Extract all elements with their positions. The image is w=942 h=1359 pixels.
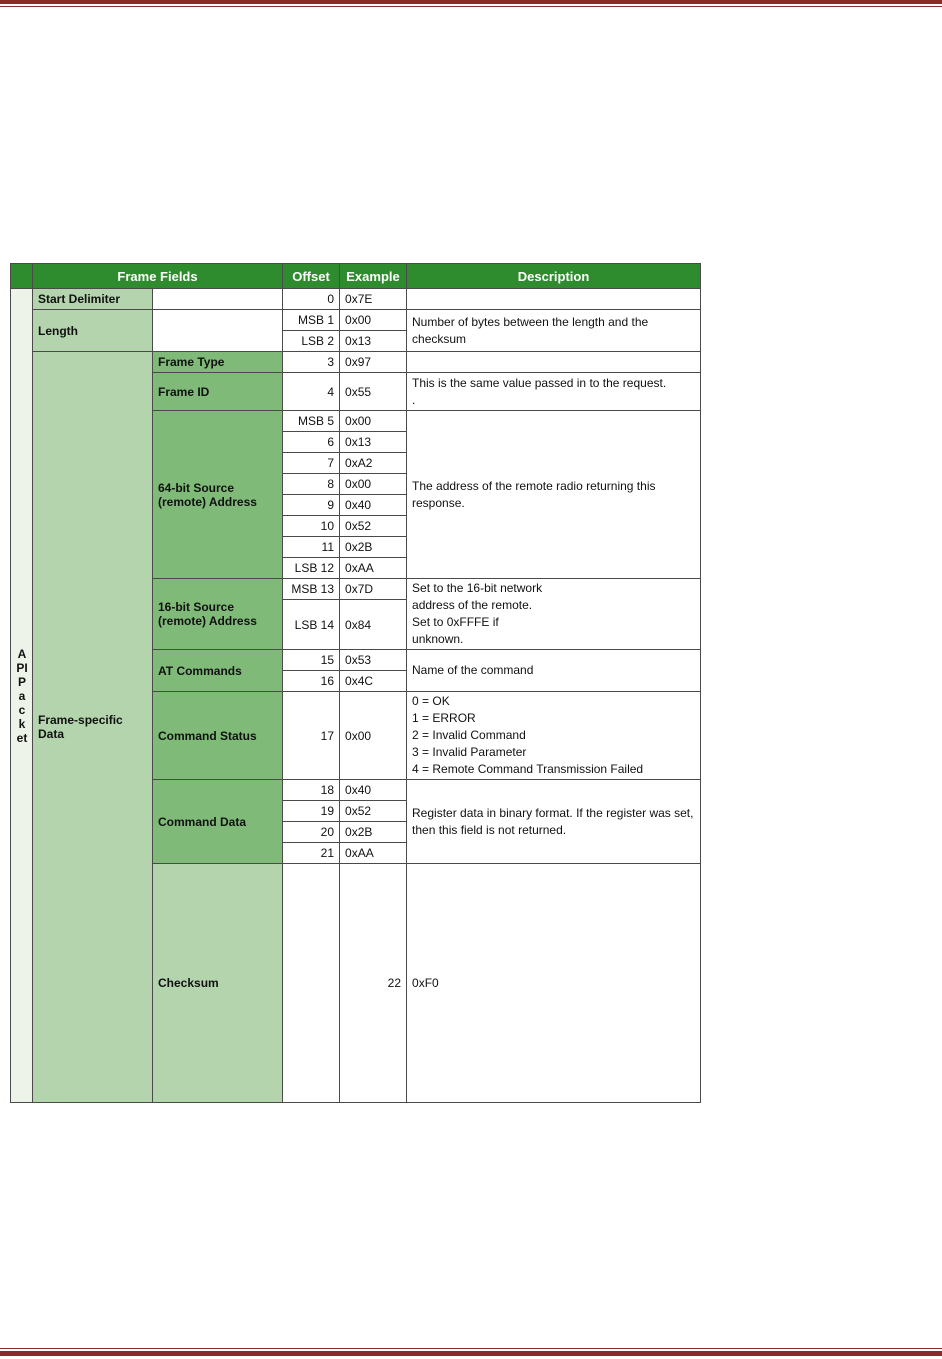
description-cell bbox=[407, 579, 701, 650]
offset-cell: MSB 1 bbox=[283, 310, 340, 331]
description-line: 2 = Invalid Command bbox=[412, 728, 526, 742]
example-cell: 0x40 bbox=[340, 780, 407, 801]
example-cell: 0xAA bbox=[340, 558, 407, 579]
example-cell: 0x52 bbox=[340, 516, 407, 537]
example-cell: 0x53 bbox=[340, 650, 407, 671]
subfield-command-status: Command Status bbox=[153, 692, 283, 780]
subfield-64bit-source-address: 64-bit Source (remote) Address bbox=[153, 411, 283, 579]
header-corner-cell bbox=[11, 264, 33, 289]
offset-cell: 8 bbox=[283, 474, 340, 495]
description-line: 4 = Remote Command Transmission Failed bbox=[412, 762, 644, 776]
example-cell: 0xAA bbox=[340, 843, 407, 864]
description-line: 0 = OK bbox=[412, 694, 450, 708]
example-cell: 0x52 bbox=[340, 801, 407, 822]
description-line: . bbox=[412, 392, 416, 407]
example-cell: 0x97 bbox=[340, 352, 407, 373]
description-cell: The address of the remote radio returning this response. bbox=[407, 411, 701, 579]
description-line: This is the same value passed in to the request. bbox=[412, 375, 667, 390]
description-cell bbox=[407, 352, 701, 373]
subfield-command-data: Command Data bbox=[153, 780, 283, 864]
description-cell bbox=[407, 373, 701, 411]
header-rule-thick bbox=[0, 0, 942, 4]
offset-cell: LSB 2 bbox=[283, 331, 340, 352]
table-row bbox=[11, 289, 701, 310]
example-cell: 0x2B bbox=[340, 537, 407, 558]
header-frame-fields: Frame Fields bbox=[33, 264, 283, 289]
example-cell: 0x7E bbox=[340, 289, 407, 310]
table-row bbox=[11, 352, 701, 373]
header-rule-thin bbox=[0, 6, 942, 7]
description-line: address of the remote. bbox=[412, 598, 533, 612]
offset-cell: 4 bbox=[283, 373, 340, 411]
example-cell: 0x55 bbox=[340, 373, 407, 411]
table-row bbox=[11, 310, 701, 331]
example-cell: 0x40 bbox=[340, 495, 407, 516]
offset-cell: 11 bbox=[283, 537, 340, 558]
header-description: Description bbox=[407, 264, 701, 289]
offset-cell: 15 bbox=[283, 650, 340, 671]
description-cell: Number of bytes between the length and the checksum bbox=[407, 310, 701, 352]
offset-cell: LSB 12 bbox=[283, 558, 340, 579]
offset-cell: MSB 13 bbox=[283, 579, 340, 600]
field-checksum: Checksum bbox=[153, 864, 283, 1103]
offset-cell: 6 bbox=[283, 432, 340, 453]
description-line: 3 = Invalid Parameter bbox=[412, 745, 527, 759]
api-frame-table bbox=[10, 263, 701, 1103]
example-cell: 0x00 bbox=[340, 474, 407, 495]
example-cell: 0xF0 bbox=[407, 864, 701, 1103]
example-cell: 0x00 bbox=[340, 310, 407, 331]
offset-cell: 10 bbox=[283, 516, 340, 537]
offset-cell: 17 bbox=[283, 692, 340, 780]
example-cell: 0x4C bbox=[340, 671, 407, 692]
description-line: Set to 0xFFFE if bbox=[412, 615, 499, 629]
description-line: 1 = ERROR bbox=[412, 711, 476, 725]
example-cell: 0x13 bbox=[340, 331, 407, 352]
offset-cell: 7 bbox=[283, 453, 340, 474]
example-cell: 0xA2 bbox=[340, 453, 407, 474]
example-cell: 0x2B bbox=[340, 822, 407, 843]
example-cell: 0x13 bbox=[340, 432, 407, 453]
offset-cell: 21 bbox=[283, 843, 340, 864]
example-cell: 0x00 bbox=[340, 692, 407, 780]
header-offset: Offset bbox=[283, 264, 340, 289]
empty-subfield-cell bbox=[153, 289, 283, 310]
offset-cell: 0 bbox=[283, 289, 340, 310]
offset-cell: 19 bbox=[283, 801, 340, 822]
api-packet-label-cell bbox=[11, 289, 33, 1103]
example-cell: 0x7D bbox=[340, 579, 407, 600]
offset-cell: 18 bbox=[283, 780, 340, 801]
empty-subfield-cell bbox=[283, 864, 340, 1103]
header-example: Example bbox=[340, 264, 407, 289]
example-cell: 0x84 bbox=[340, 600, 407, 650]
field-length: Length bbox=[33, 310, 153, 352]
api-packet-label: API Packet bbox=[16, 646, 28, 745]
subfield-frame-type: Frame Type bbox=[153, 352, 283, 373]
description-cell: Register data in binary format. If the register was set, then this field is not returned. bbox=[407, 780, 701, 864]
footer-rule-thick bbox=[0, 1351, 942, 1356]
offset-cell: 16 bbox=[283, 671, 340, 692]
table-header-row bbox=[11, 264, 701, 289]
example-cell: 0x00 bbox=[340, 411, 407, 432]
offset-cell: 20 bbox=[283, 822, 340, 843]
offset-cell: 22 bbox=[340, 864, 407, 1103]
description-line: Set to the 16-bit network bbox=[412, 581, 543, 595]
description-cell bbox=[407, 289, 701, 310]
offset-cell: 3 bbox=[283, 352, 340, 373]
offset-cell: MSB 5 bbox=[283, 411, 340, 432]
subfield-frame-id: Frame ID bbox=[153, 373, 283, 411]
empty-subfield-cell bbox=[153, 310, 283, 352]
offset-cell: LSB 14 bbox=[283, 600, 340, 650]
offset-cell: 9 bbox=[283, 495, 340, 516]
footer-rule-thin bbox=[0, 1348, 942, 1349]
description-cell bbox=[407, 692, 701, 780]
field-frame-specific-data: Frame-specific Data bbox=[33, 352, 153, 1103]
description-line: unknown. bbox=[412, 632, 464, 646]
description-cell: Name of the command bbox=[407, 650, 701, 692]
subfield-16bit-source-address: 16-bit Source (remote) Address bbox=[153, 579, 283, 650]
subfield-at-commands: AT Commands bbox=[153, 650, 283, 692]
field-start-delimiter: Start Delimiter bbox=[33, 289, 153, 310]
